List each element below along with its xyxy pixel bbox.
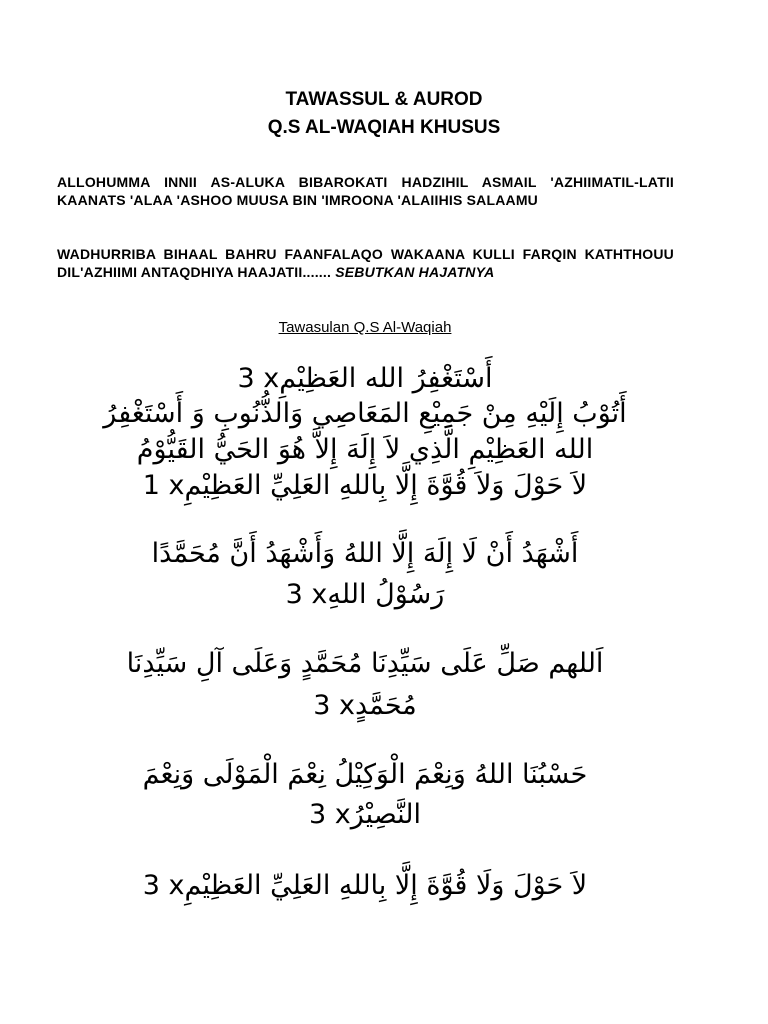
- recitation-sholawat-line-2-text: مُحَمَّدٍ: [355, 690, 417, 721]
- prayer-paragraph-1-text: ALLOHUMMA INNII AS-ALUKA BIBAROKATI HADZIHIL ASMAIL 'AZHIIMATIL-LATII KAANATS 'ALAA 'ASHOO MUUSA BIN 'IMROONA 'ALAIIHIS SALAAMU: [57, 174, 674, 208]
- recitation-taubat-line-3-text: لاَ حَوْلَ وَلاَ قُوَّةَ إِلَّا بِاللهِ العَلِيِّ العَظِيْمِ: [184, 470, 588, 501]
- document-title: TAWASSUL & AUROD: [285, 89, 483, 110]
- recitation-istighfar: [40, 361, 690, 397]
- prayer-paragraph-2: [57, 245, 674, 281]
- recitation-syahadat-line-2-text: رَسُوْلُ اللهِ: [327, 579, 445, 610]
- recitation-syahadat-count: 3 x: [285, 579, 328, 610]
- recitation-sholawat-line-2: [40, 688, 690, 724]
- recitation-istighfar-count: 3 x: [237, 363, 280, 394]
- recitation-taubat-line-3: [40, 468, 690, 504]
- recitation-hauqalah-text: لاَ حَوْلَ وَلَا قُوَّةَ إِلَّا بِاللهِ العَلِيِّ العَظِيْمِ: [184, 870, 588, 901]
- prayer-paragraph-2-instruction: SEBUTKAN HAJATNYA: [335, 264, 495, 280]
- recitation-taubat-line-2: الله العَظِيْمِ الَّذِي لاَ إِلَهَ إِلاَّ هُوَ الحَيُّ القَيُّوْمُ: [136, 434, 594, 465]
- recitation-hauqalah-count: 3 x: [142, 870, 185, 901]
- recitation-hasbunallah-line-1: حَسْبُنَا اللهُ وَنِعْمَ الْوَكِيْلُ نِعْمَ الْمَوْلَى وَنِعْمَ: [142, 759, 588, 790]
- recitation-taubat-count: 1 x: [142, 470, 185, 501]
- recitation-hauqalah: [40, 868, 690, 904]
- section-heading: Tawasulan Q.S Al-Waqiah: [278, 319, 452, 336]
- recitation-syahadat-line-1: أَشْهَدُ أَنْ لَا إِلَهَ إِلَّا اللهُ وَأَشْهَدُ أَنَّ مُحَمَّدًا: [151, 538, 579, 569]
- recitation-hasbunallah-count: 3 x: [308, 799, 351, 830]
- recitation-istighfar-text: أَسْتَغْفِرُ الله العَظِيْمِ: [279, 363, 493, 394]
- recitation-hasbunallah-line-2: [40, 797, 690, 833]
- document-subtitle: Q.S AL-WAQIAH KHUSUS: [267, 117, 501, 138]
- recitation-sholawat-count: 3 x: [313, 690, 356, 721]
- recitation-syahadat-line-2: [40, 577, 690, 613]
- prayer-paragraph-1: [57, 173, 674, 209]
- prayer-paragraph-2-text: WADHURRIBA BIHAAL BAHRU FAANFALAQO WAKAANA KULLI FARQIN KATHTHOUU DIL'AZHIIMI ANTAQDHIYA HAAJATII.......: [57, 246, 674, 280]
- recitation-taubat-line-1: أَتُوْبُ إِلَيْهِ مِنْ جَمِيْعِ المَعَاصِي وَالذُّنُوبِ وَ أَسْتَغْفِرُ: [103, 398, 627, 429]
- recitation-sholawat-line-1: اَللهم صَلِّ عَلَى سَيِّدِنَا مُحَمَّدٍ وَعَلَى آلِ سَيِّدِنَا: [126, 648, 604, 679]
- recitation-hasbunallah-line-2-text: النَّصِيْرُ: [350, 799, 422, 830]
